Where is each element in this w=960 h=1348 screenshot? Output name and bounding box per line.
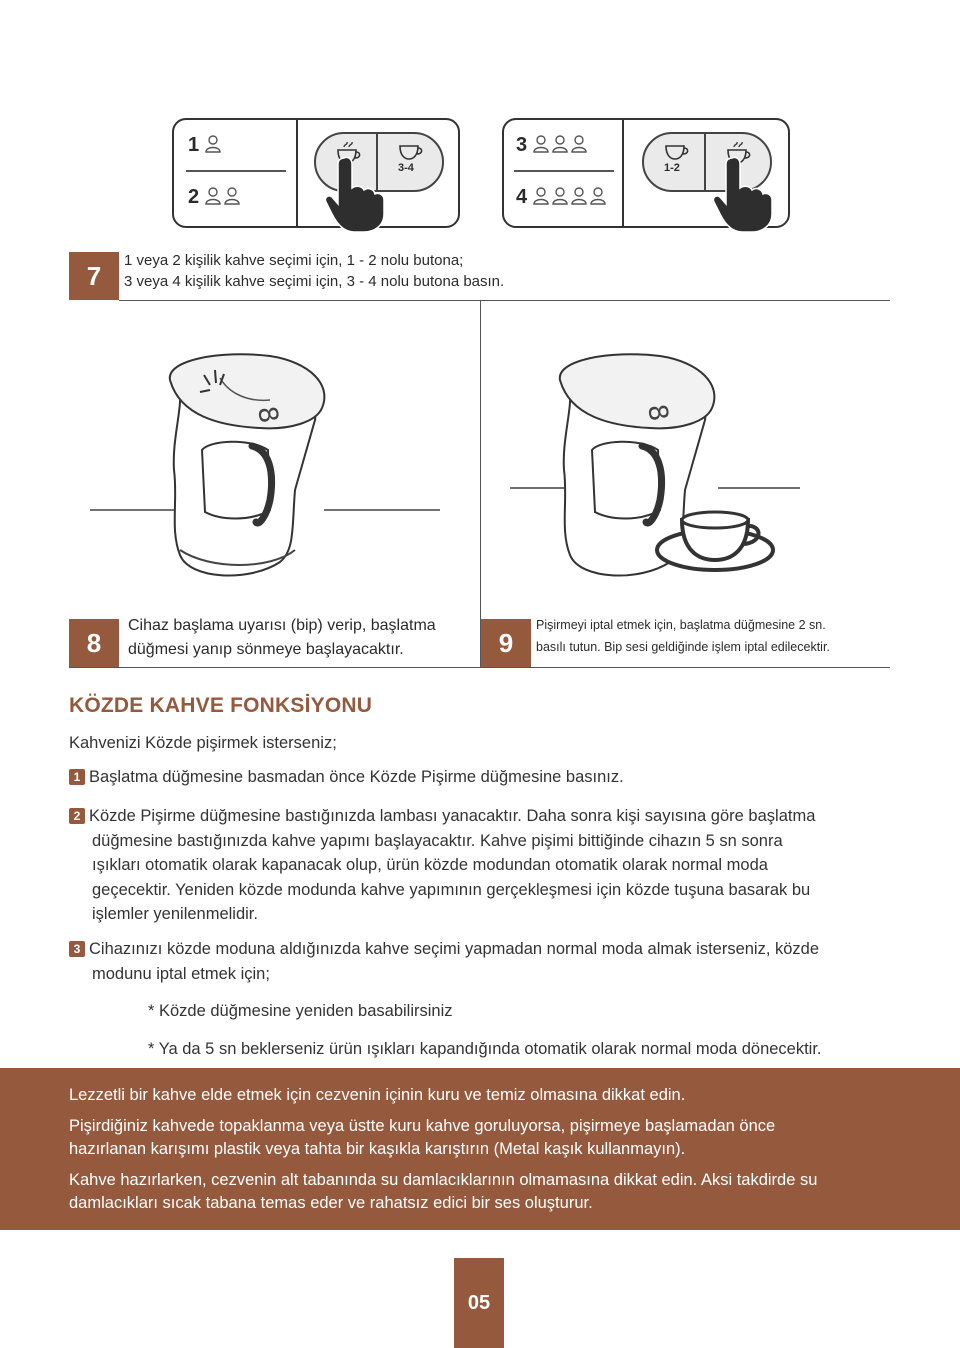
list-item xyxy=(69,937,819,986)
panel-divider xyxy=(514,170,614,172)
hand-pointer-icon xyxy=(710,154,780,234)
notes-band xyxy=(0,1068,960,1230)
item-line: Cihazınızı közde moduna aldığınızda kahve seçimi yapmadan normal moda almak isterseniz, közde xyxy=(89,940,820,958)
coffee-machine-illustration xyxy=(70,350,450,590)
step-9-text xyxy=(536,614,830,658)
divider xyxy=(119,300,890,301)
item-line: ışıkları otomatik olarak kapanacak olup, ürün közde modundan otomatik olarak normal moda xyxy=(92,856,768,874)
step-line: 1 veya 2 kişilik kahve seçimi için, 1 - 2 nolu butona; xyxy=(124,252,464,269)
item-line: geçecektir. Yeniden közde modunda kahve yapımının gerçekleşmesi için közde tuşuna basarak bu xyxy=(92,880,811,899)
person-icon xyxy=(533,187,607,205)
item-line: Közde Pişirme düğmesine bastığınızda lambası yanacaktır. Daha sonra kişi sayısına göre başlatma xyxy=(89,807,816,825)
person-icon xyxy=(205,187,241,205)
step-line: 3 veya 4 kişilik kahve seçimi için, 3 - 4 nolu butona basın. xyxy=(124,273,505,290)
row-number: 1 xyxy=(188,134,200,156)
section-title: KÖZDE KAHVE FONKSİYONU xyxy=(69,694,373,717)
step-number: 9 xyxy=(481,619,531,667)
person-icon xyxy=(533,135,587,153)
cup-icon xyxy=(662,138,690,160)
panel-row-2 xyxy=(516,186,607,209)
row-number: 3 xyxy=(516,134,528,156)
svg-text:8: 8 xyxy=(251,404,284,426)
step-line: düğmesi yanıp sönmeye başlayacaktır. xyxy=(128,641,404,658)
item-badge: 1 xyxy=(69,769,85,785)
step-line: Cihaz başlama uyarısı (bip) verip, başlatma xyxy=(128,617,436,634)
note-line: hazırlanan karışımı plastik veya tahta bir kaşıkla karıştırın (Metal kaşık kullanmayın). xyxy=(69,1140,686,1158)
panel-illustration-left xyxy=(172,118,460,228)
coffee-machine-illustration xyxy=(500,350,880,590)
step-number: 7 xyxy=(69,252,119,300)
step-line: basılı tutun. Bip sesi geldiğinde işlem iptal edilecektir. xyxy=(536,640,830,654)
panel-vertical-divider xyxy=(622,120,624,226)
item-badge: 2 xyxy=(69,808,85,824)
list-item xyxy=(69,804,815,927)
panel-row-1 xyxy=(516,134,587,157)
item-badge: 3 xyxy=(69,941,85,957)
button-label: 1-2 xyxy=(664,162,680,174)
panel-row-2 xyxy=(188,186,241,209)
intro-text: Kahvenizi Közde pişirmek isterseniz; xyxy=(69,734,337,752)
note-line: Lezzetli bir kahve elde etmek için cezvenin içinin kuru ve temiz olmasına dikkat edin. xyxy=(69,1086,686,1104)
row-number: 2 xyxy=(188,186,200,208)
note-line: Pişirdiğiniz kahvede topaklanma veya üstte kuru kahve goruluyorsa, pişirmeye başlamadan önce xyxy=(69,1117,776,1135)
note-line: Kahve hazırlarken, cezvenin alt tabanında su damlacıklarının olmamasına dikkat edin. Aksi takdirde su xyxy=(69,1171,818,1189)
step-7-text xyxy=(124,250,504,292)
item-line: düğmesine bastığınızda kahve yapımı başlayacaktır. Kahve pişimi bittiğinde cihazın 5 sn sonra xyxy=(92,831,783,850)
item-line: modunu iptal etmek için; xyxy=(92,964,270,983)
item-line: Başlatma düğmesine basmadan önce Közde Pişirme düğmesine basınız. xyxy=(89,768,624,786)
panel-vertical-divider xyxy=(296,120,298,226)
list-item xyxy=(69,765,624,790)
panel-row-1 xyxy=(188,134,221,157)
step-number: 8 xyxy=(69,619,119,667)
divider xyxy=(69,667,890,668)
sub-item: * Ya da 5 sn beklerseniz ürün ışıkları kapandığında otomatik olarak normal moda dönecektir. xyxy=(148,1040,822,1058)
cup-icon xyxy=(396,138,424,160)
svg-text:8: 8 xyxy=(641,402,674,424)
hand-pointer-icon xyxy=(322,154,392,234)
panel-divider xyxy=(186,170,286,172)
sub-item: * Közde düğmesine yeniden basabilirsiniz xyxy=(148,1002,453,1020)
note-line: damlacıkları sıcak tabana temas eder ve rahatsız edici bir ses oluşturur. xyxy=(69,1194,593,1212)
panel-illustration-right xyxy=(502,118,790,228)
divider xyxy=(480,301,481,667)
step-line: Pişirmeyi iptal etmek için, başlatma düğmesine 2 sn. xyxy=(536,618,826,632)
item-line: işlemler yenilenmelidir. xyxy=(92,905,258,923)
person-icon xyxy=(205,135,221,153)
page-number: 05 xyxy=(454,1258,504,1348)
button-label: 3-4 xyxy=(398,162,414,174)
row-number: 4 xyxy=(516,186,528,208)
step-8-text xyxy=(128,614,436,662)
